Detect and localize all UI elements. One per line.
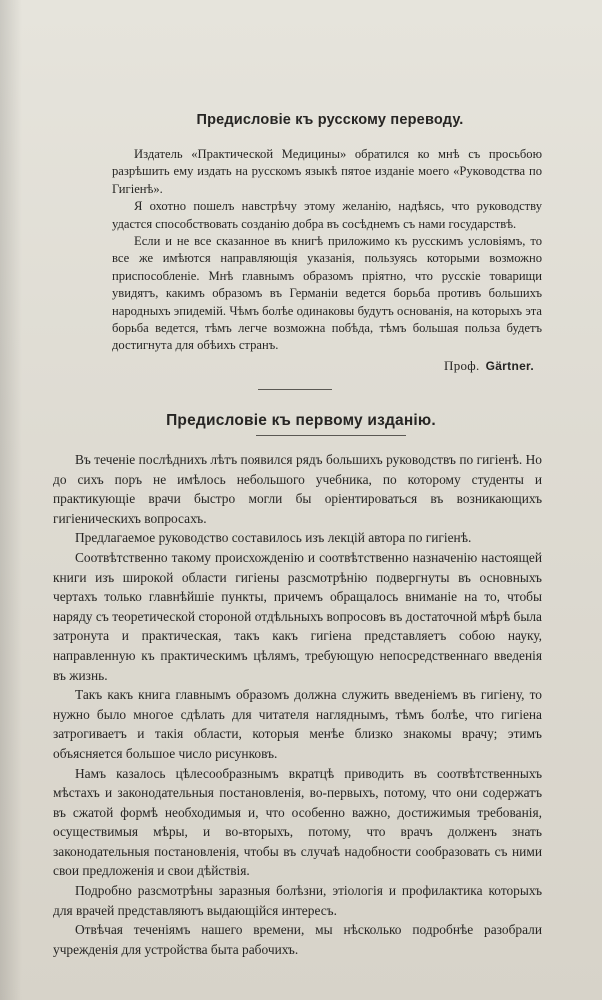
preface-first-title: Предисловіе къ первому изданію. bbox=[166, 412, 436, 429]
section-divider bbox=[258, 389, 332, 390]
preface-first-paragraph-1: Въ теченіе послѣднихъ лѣтъ появился рядъ большихъ руководствъ по гигіенѣ. Но до сихъ поръ не имѣлось небольшого учебника, по которому студенты и практикующіе врачи быстро могли бы оріентироваться въ возникающихъ гигіеническихъ вопросахъ. bbox=[53, 452, 542, 526]
signature bbox=[444, 358, 534, 374]
preface-first-paragraph-7: Отвѣчая теченіямъ нашего времени, мы нѣсколько подробнѣе разобрали учрежденія для устройства быта рабочихъ. bbox=[53, 922, 542, 957]
preface-russian-paragraph-3: Если и не все сказанное въ книгѣ приложимо къ русскимъ условіямъ, то все же имѣются направляющія указанія, пользуясь которыми возможно приспособленіе. Мнѣ главнымъ образомъ пріятно, что русскіе товарищи увидятъ, какимъ образомъ въ Германіи ведется борьба противъ большихъ народныхъ эпидемій. Чѣмъ болѣе одинаковы будутъ основанія, на которыхъ эта борьба ведется, тѣмъ легче возможна побѣда, тѣмъ большая польза будетъ достигнута для обѣихъ странъ. bbox=[112, 234, 542, 353]
preface-russian-paragraph-2: Я охотно пошелъ навстрѣчу этому желанію, надѣясь, что руководству удастся способствовать созданію добра въ сосѣднемъ съ нами государствѣ. bbox=[112, 199, 542, 231]
preface-first-paragraph-5: Намъ казалось цѣлесообразнымъ вкратцѣ приводить въ соотвѣтственныхъ мѣстахъ и законодательныя постановленія, во-первыхъ, потому, что они содержатъ въ сжатой формѣ необходимыя и, что особенно важно, достижимыя требованія, осуществимыя мѣры, и во-вторыхъ, потому, что врачъ долженъ знать законодательныя постановленія, чтобы въ случаѣ надобности сообразовать съ ними свои предложенія и свои дѣйствія. bbox=[53, 765, 542, 879]
preface-russian-paragraph-1: Издатель «Практической Медицины» обратился ко мнѣ съ просьбою разрѣшить ему издать на русскомъ языкѣ пятое изданіе моего «Руководства по Гигіенѣ». bbox=[112, 147, 542, 196]
preface-first-paragraph-4: Такъ какъ книга главнымъ образомъ должна служить введеніемъ въ гигіену, то нужно было многое сдѣлать для читателя нагляднымъ, тѣмъ болѣе, что гигіена затрогиваетъ и такія области, которыя менѣе близко знакомы врачу; этимъ объясняется большое число рисунковъ. bbox=[53, 687, 542, 761]
signature-name: Gärtner. bbox=[485, 359, 534, 373]
preface-first-paragraph-2: Предлагаемое руководство составилось изъ лекцій автора по гигіенѣ. bbox=[75, 530, 472, 546]
signature-prefix: Проф. bbox=[444, 358, 480, 373]
preface-first-paragraph-6: Подробно разсмотрѣны заразныя болѣзни, этіологія и профилактика которыхъ для врачей представляютъ выдающійся интересъ. bbox=[53, 883, 542, 918]
preface-russian-section bbox=[0, 112, 602, 355]
preface-russian-title: Предисловіе къ русскому переводу. bbox=[196, 112, 464, 128]
preface-first-section bbox=[0, 412, 602, 959]
title-underline bbox=[256, 435, 406, 436]
preface-first-paragraph-3: Соотвѣтственно такому происхожденію и соотвѣтственно назначенію настоящей книги изъ широкой области гигіены разсмотрѣнію подвергнуты въ основныхъ чертахъ только главнѣйшіе пункты, причемъ обращалось вниманіе на то, чтобы наряду съ теоретической стороной отдѣльныхъ вопросовъ въ достаточной мѣрѣ была затронута и практическая, такъ какъ гигіена представляетъ собою науку, направленную къ практическимъ цѣлямъ, требующую непосредственнаго введенія въ жизнь. bbox=[53, 549, 542, 683]
